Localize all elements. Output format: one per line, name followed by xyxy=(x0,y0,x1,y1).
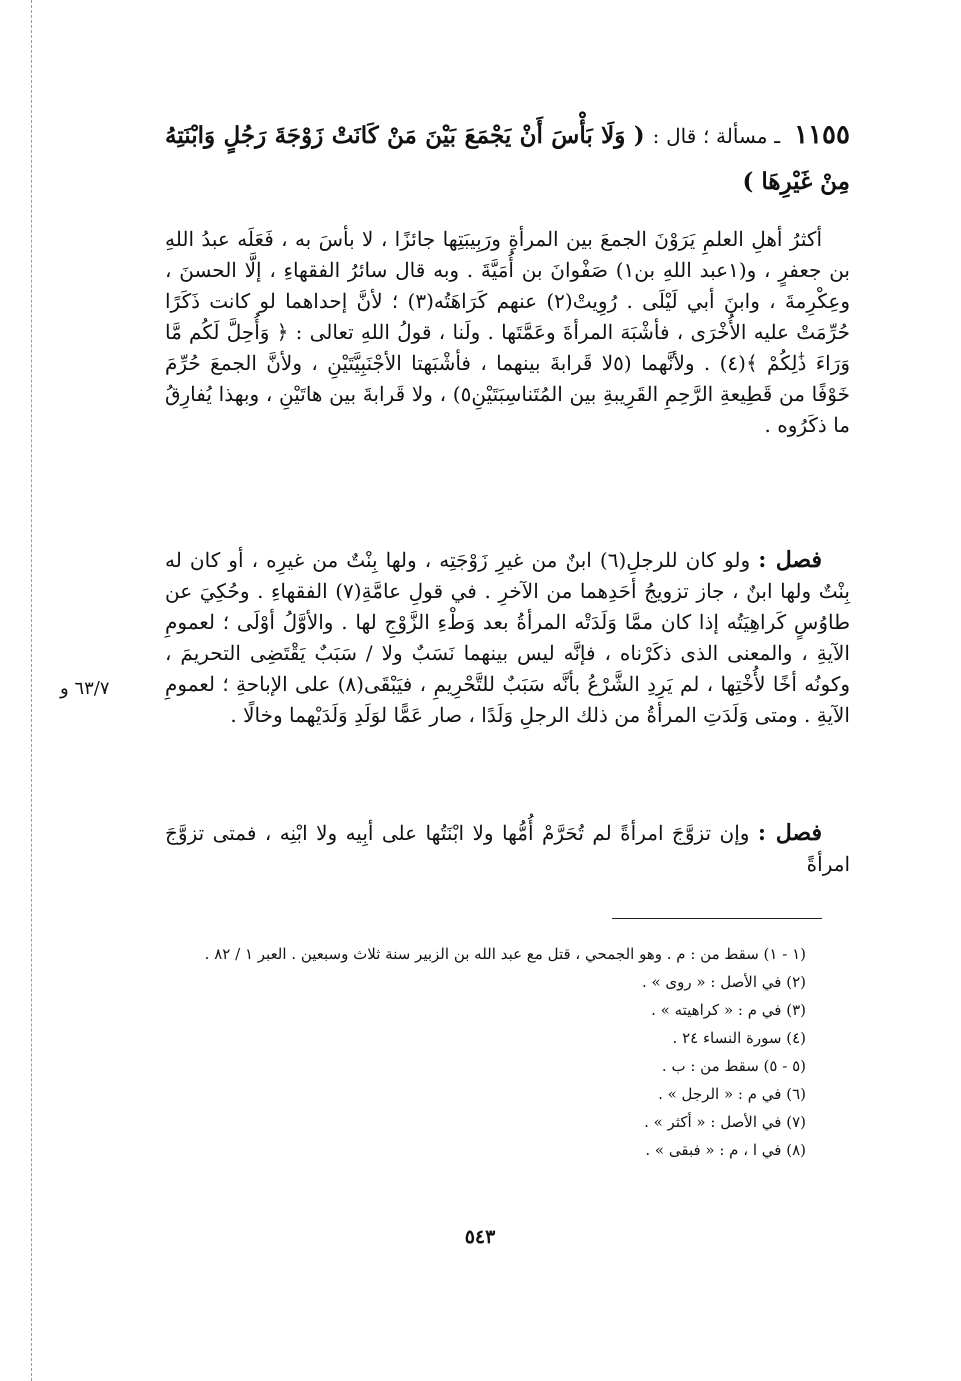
footnote: (٨) في ا ، م : « فبقى » . xyxy=(645,1141,806,1159)
footnote: (٧) في الأصل : « أكثر » . xyxy=(644,1113,806,1131)
issue-number: ١١٥٥ xyxy=(794,120,850,150)
footnotes-list xyxy=(156,940,806,1164)
footnote: (٥ - ٥) سقط من : ب . xyxy=(661,1057,806,1075)
page-number: ٥٤٣ xyxy=(464,1226,496,1248)
manuscript-folio-note: ٦٣/٧ و xyxy=(60,678,110,699)
fasl-label: فصل : xyxy=(757,820,822,846)
issue-quote: ( وَلَا بَأْسَ أَنْ يَجْمَعَ بَيْنَ مَنْ كَانَتْ زَوْجَةَ رَجُلٍ وَابْنَتِهُ مِنْ غَيْرِهَا ) xyxy=(165,122,850,195)
footnote-separator xyxy=(612,918,822,919)
paragraph-fasl-1 xyxy=(165,545,850,731)
issue-label: ـ مسألة ؛ قال : xyxy=(652,124,781,148)
footnote: (٣) في م : « كراهيته » . xyxy=(651,1001,806,1019)
fasl-label: فصل : xyxy=(758,547,822,573)
page-fold-line xyxy=(31,0,32,1381)
fasl-text: وإن تزوَّجَ امرأةً لم تُحَرَّمْ أُمُّها ولا ابْنَتُها على أبِيه ولا ابْنِه ، فمتى تزوَّجَ امرأةً xyxy=(165,821,850,876)
paragraph-main: أكثرُ أهلِ العلمِ يَرَوْنَ الجمعَ بين المرأةِ ورَبِيبَتِها جائزًا ، لا بأسَ به ، فَعَلَه عبدُ اللهِ بن جعفرٍ ، و(١عبد اللهِ بن١) صَفْوانَ بن أُمَيَّةَ . وبه قال سائرُ الفقهاءِ ، إلَّا الحسنَ ، وعِكْرِمةَ ، وابنَ أبي لَيْلَى . رُوِيتْ(٢) عنهم كَرَاهَتُه(٣) ؛ لأنَّ إحداهما لو كانت ذَكَرًا حُرِّمَتْ عليه الأُخْرَى ، فأشْبَهَ المرأةَ وعَمَّتَها . ولَنا ، قولُ اللهِ تعالى : ﴿ وَأُحِلَّ لَكُم مَّا وَرَاءَ ذَٰلِكُمْ ﴾(٤) . ولأنَّهما (٥لا قَرابةَ بينهما ، فأشْبَهتا الأجْنَبِيَّتَيْنِ ، ولأنَّ الجمعَ حُرِّمَ خَوْفًا من قَطِيعةِ الرَّحِمِ القَرِيبةِ بين المُتَناسِبَتَيْنِ٥) ، ولا قَرابةَ بين هاتَيْنِ ، وبهذا يُفارِقُ ما ذكَرُوه . xyxy=(165,227,851,437)
paragraph-fasl-2 xyxy=(165,818,850,880)
issue-heading xyxy=(165,112,850,205)
footnote: (٤) سورة النساء ٢٤ . xyxy=(672,1029,806,1047)
footnote: (٢) في الأصل : « روى » . xyxy=(641,973,806,991)
fasl-text: ولو كان للرجلِ(٦) ابنٌ من غيرِ زَوْجَتِه ، ولها بِنْتٌ من غيرِه ، أو كان له بِنْتٌ ولها ابنٌ ، جاز تزويجُ أحَدِهما من الآخرِ . في قولِ عامَّةِ(٧) الفقهاءِ . وحُكِيَ عن طاوُسٍ كَراهِيَتُه إذا كان ممَّا وَلَدَتْه المرأةُ بعد وَطْءِ الزَّوْجِ لها . والأوَّلُ أوْلَى ؛ لعمومِ الآيةِ ، والمعنى الذى ذكَرْناه ، فإنَّه ليس بينهما نَسَبٌ ولا / سَبَبٌ يَقْتَضِى التحريمَ ، وكونُه أخًا لأُخْتِها ، لم يَرِدِ الشَّرْعُ بأنَّه سَبَبٌ للتَّحْرِيمِ ، فيَبْقَى(٨) على الإباحةِ ؛ لعمومِ الآيةِ . ومتى وَلَدَتِ المرأةُ من ذلك الرجلِ وَلَدًا ، صار عَمًّا لوَلَدِ وَلَدَيْهما وخالًا . xyxy=(165,548,851,727)
footnote: (١ - ١) سقط من : م . وهو الجمحي ، قتل مع عبد الله بن الزبير سنة ثلاث وسبعين . العبر ١ / ٨٢ . xyxy=(204,945,806,963)
footnote: (٦) في م : « الرجل » . xyxy=(658,1085,806,1103)
